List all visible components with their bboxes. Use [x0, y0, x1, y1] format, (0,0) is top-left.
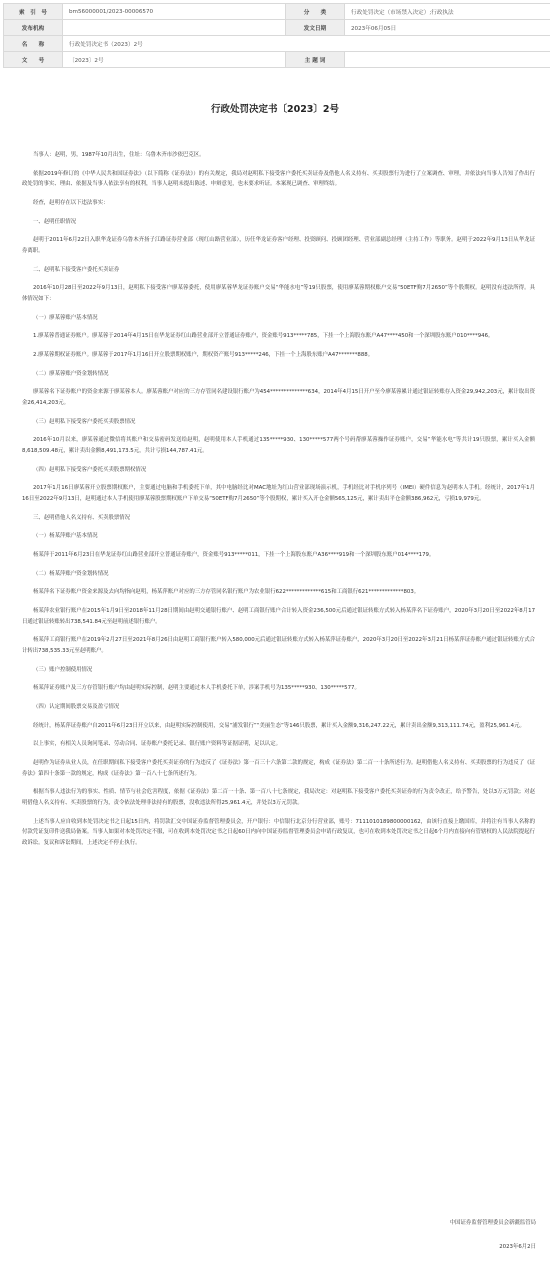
subject-value: [345, 52, 550, 68]
section-heading: 二、赵明私下接受客户委托买卖证券: [33, 266, 120, 273]
date-value: 2023年06月05日: [345, 20, 550, 36]
category-value: 行政处罚决定（市场禁入决定）;行政执法: [345, 4, 550, 20]
paragraph: 杨某萍于2011年6月23日在华龙证券红山路营业部开立普通证券账户，资金账号913*****011，下挂一个上海股东账户A36****919和一个深圳股东账户014****179。: [33, 551, 435, 558]
paragraph: 赵明于2011年6月22日入职华龙证券乌鲁木齐扬子江路证券营业部（现红山路营业部），历任华龙证券客户经理、投资顾问、投顾团经理、营业部副总经理（主持工作）等职务。赵明于2022年9月13日从华龙证券离职。: [22, 237, 535, 254]
subsection-heading: （三）账户控制使用情况: [33, 666, 93, 673]
paragraph: 依据2019年修订的《中华人民共和国证券法》（以下简称《证券法》）的有关规定，我局对赵明私下接受客户委托买卖证券及借他人名义持有、买卖股票行为进行了立案调查、审理，并依法向当事人告知了作出行政处罚的事实、理由、依据及当事人依法享有的权利，当事人赵明未提出陈述、申辩意见，也未要求听证。本案现已调查、审理终结。: [22, 170, 535, 188]
paragraph: 1.廖某蓉普通证券账户。廖某蓉于2014年4月15日在华龙证券红山路营业部开立普通证券账户，资金账号913*****785，下挂一个上海股东账户A47****450和一个深圳股东账户010****946。: [33, 333, 494, 340]
index-label: 索 引 号: [4, 4, 63, 20]
paragraph: 以上事实，有相关人员询问笔录、劳动合同、证券账户委托记录、银行账户资料等证据证明，足以认定。: [33, 741, 281, 748]
subsection-heading: （三）赵明私下接受客户委托买卖股票情况: [33, 418, 136, 425]
name-value: 行政处罚决定书（2023）2号: [63, 36, 550, 52]
subsection-heading: （一）杨某萍账户基本情况: [33, 533, 98, 540]
name-label: 名 称: [4, 36, 63, 52]
docno-value: 〔2023〕2号: [63, 52, 286, 68]
docno-label: 文 号: [4, 52, 63, 68]
index-value: bm56000001/2023-00006570: [63, 4, 286, 20]
paragraph: 上述当事人应自收到本处罚决定书之日起15日内，将罚款汇交中国证券监督管理委员会，开户银行：中信银行北京分行营业部，账号：7111010189800000162，由该行直接上缴国库，并将注有当事人名称的付款凭证复印件送我局备案。当事人如果对本处罚决定不服，可在收到本处罚决定书之日起60日内向中国证券监督管理委员会申请行政复议，也可在收到本处罚决定书之日起6个月内直接向有管辖权的人民法院提起行政诉讼。复议和诉讼期间，上述决定不停止执行。: [22, 818, 535, 846]
paragraph: 当事人：赵明，男，1987年10月出生，住址：乌鲁木齐市沙依巴克区。: [33, 152, 205, 158]
document-title: 行政处罚决定书〔2023〕2号: [210, 104, 340, 115]
subject-label: 主 题 词: [286, 52, 345, 68]
subsection-heading: （一）廖某蓉账户基本情况: [33, 314, 98, 321]
paragraph: 杨某萍证券账户及三方存管银行账户均由赵明实际控制，赵明主要通过本人手机委托下单，涉案手机号为135*****930、130*****577。: [33, 685, 360, 692]
date-label: 发文日期: [286, 20, 345, 36]
paragraph: 2016年10月以来，廖某蓉通过微信将其账户和交易密码发送给赵明，赵明使用本人手机通过135*****930、130*****577两个号码帮廖某蓉操作证券账户，交易“华能水电”等共计19只股票，累计买入金额8,618,509.48元，累计卖出金额8,491,173.5元，共计亏损144,787.41元。: [22, 437, 535, 454]
category-label: 分 类: [286, 4, 345, 20]
signature-date: 2023年6月2日: [499, 1244, 536, 1250]
issuer-value: [63, 20, 286, 36]
paragraph: 2.廖某蓉期权证券账户。廖某蓉于2017年1月16日开立股票期权账户，期权资产账号913*****246，下挂一个上海股东账户A47*******888。: [33, 351, 374, 358]
subsection-heading: （四）认定期间股票交易及盈亏情况: [33, 703, 120, 710]
paragraph: 经查，赵明存在以下违法事实：: [33, 199, 109, 206]
paragraph: 赵明作为证券从业人员，在任职期间私下接受客户委托买卖证券的行为违反了《证券法》第一百三十六条第二款的规定，构成《证券法》第二百一十条所述行为。赵明借他人名义持有、买卖股票的行为违反了《证券法》第四十条第一款的规定，构成《证券法》第一百八十七条所述行为。: [22, 760, 535, 777]
paragraph: 杨某萍名下证券账户资金来源及去向均指向赵明，杨某萍账户对应的三方存管同名银行账户为农业银行622*************615和工商银行621*************803。: [33, 589, 420, 596]
section-heading: 三、赵明借他人名义持有、买卖股票情况: [33, 514, 131, 521]
metadata-table: [3, 3, 550, 68]
issuing-organization: 中国证券监督管理委员会新疆监管局: [449, 1220, 536, 1226]
subsection-heading: （二）廖某蓉账户资金划转情况: [33, 370, 109, 377]
subsection-heading: （四）赵明私下接受客户委托买卖股票期权情况: [33, 466, 147, 473]
paragraph: 廖某蓉名下证券账户的资金来源于廖某蓉本人。廖某蓉账户对应的三方存管同名建设银行账户为454**************634，2014年4月15日开户至今廖某蓉累计通过银证转账存入资金29,942,203元，累计取出资金26,414,203元。: [22, 389, 535, 406]
subsection-heading: （二）杨某萍账户资金划转情况: [33, 570, 109, 577]
section-heading: 一、赵明任职情况: [33, 218, 77, 225]
document-body: [22, 150, 535, 856]
paragraph: 根据当事人违法行为的事实、性质、情节与社会危害程度，依据《证券法》第二百一十条、第一百八十七条规定，我局决定：对赵明私下接受客户委托买卖证券的行为责令改正，给予警告，处以3万元罚款；对赵明借他人名义持有、买卖股票的行为，责令依法处理非法持有的股票，没收违法所得25,961.4元，并处以3万元罚款。: [22, 789, 535, 806]
paragraph: 杨某萍农业银行账户在2015年1月9日至2018年11月28日期间由赵明交通银行账户、赵明工商银行账户合计转入资金236,500元后通过银证转账方式转入杨某萍名下证券账户，2020年3月20日至2022年8月17日通过银证转账转出738,541.84元至赵明前述银行账户。: [22, 608, 535, 625]
paragraph: 杨某萍工商银行账户在2019年2月27日至2021年8月26日由赵明工商银行账户转入580,000元后通过银证转账方式转入杨某萍证券账户，2020年3月20日至2022年3月21日杨某萍证券账户通过银证转账方式合计转出738,535.33元至赵明账户。: [22, 637, 535, 654]
paragraph: 2016年10月28日至2022年9月13日，赵明私下接受客户廖某蓉委托，使用廖某蓉华龙证券账户交易“华能水电”等19只股票，使用廖某蓉期权账户交易“50ETF购7月2650”等个股期权。赵明没有违法所得。具体情况如下：: [22, 285, 535, 302]
paragraph: 经统计，杨某萍证券账户自2011年6月23日开立以来，由赵明实际控制使用，交易“浦发银行”“美丽生态”等146只股票，累计买入金额9,316,247.22元，累计卖出金额9,313,111.74元，盈利25,961.4元。: [33, 722, 525, 729]
issuer-label: 发布机构: [4, 20, 63, 36]
paragraph: 2017年1月16日廖某蓉开立股票期权账户，主要通过电脑和手机委托下单，其中电脑经比对MAC地址为红山营业部现场演示机，手机经比对手机序列号（IMEI）硬件信息为赵明本人手机。经统计，2017年1月16日至2022年9月13日，赵明通过本人手机使用廖某蓉股票期权账户下单交易“50ETF购7月2650”等个股期权，累计买入开仓金额565,125元，累计卖出平仓金额386,962元，亏损19,979元。: [22, 485, 535, 502]
